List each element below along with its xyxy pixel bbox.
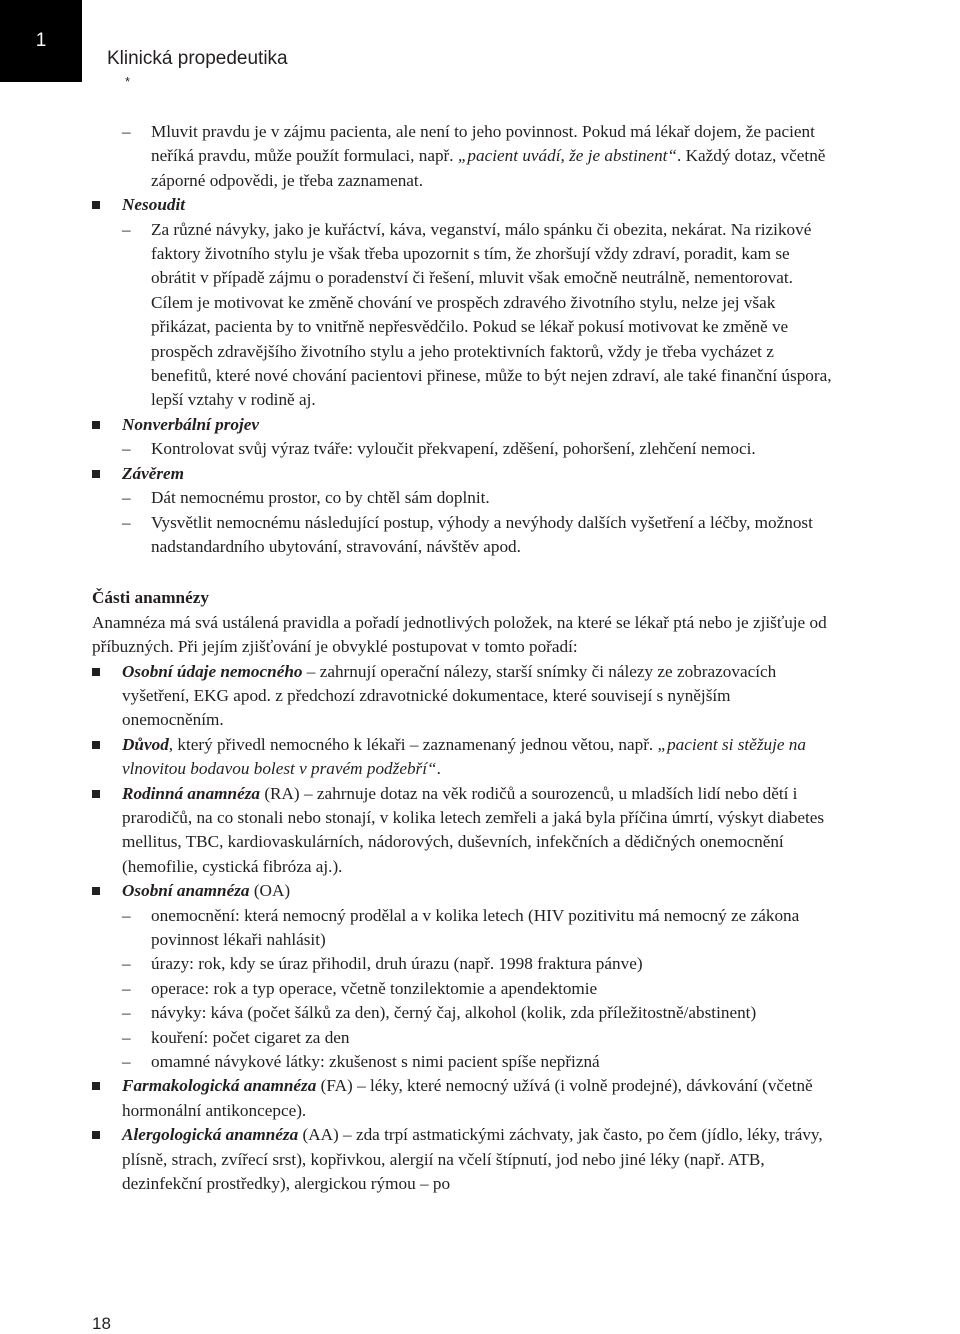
- square-bullet: [92, 201, 100, 209]
- chapter-number: 1: [35, 30, 47, 51]
- dash-bullet: –: [122, 122, 131, 141]
- square-bullet: [92, 887, 100, 895]
- square-bullet: [92, 790, 100, 798]
- square-bullet: [92, 668, 100, 676]
- page-number: 18: [92, 1314, 111, 1333]
- section-intro: Anamnéza má svá ustálená pravidla a pořadí jednotlivých položek, na které se lékař ptá nebo je zjišťuje od příbuzných. Při jejím zjišťování je obvyklé postupovat v tomto pořadí:: [92, 612, 827, 657]
- list-item: Důvod, který přivedl nemocného k lékaři – zaznamenaný jednou větou, např. „pacient si stěžuje na vlnovitou bodavou bolest v pravém podžebří“.: [92, 733, 834, 782]
- square-bullet: [92, 1131, 100, 1139]
- list-item: – omamné návykové látky: zkušenost s nimi pacient spíše nepřizná: [92, 1050, 834, 1074]
- list-item: Osobní údaje nemocného – zahrnují operační nálezy, starší snímky či nálezy ze zobrazovacích vyšetření, EKG apod. z předchozí zdravotnické dokumentace, které souvisejí s nynějším onemocněním.: [92, 660, 834, 733]
- list-item: – Dát nemocnému prostor, co by chtěl sám doplnit.: [92, 486, 834, 510]
- list-item: Alergologická anamnéza (AA) – zda trpí astmatickými záchvaty, jak často, po čem (jídlo, léky, trávy, plísně, strach, zvířecí srst), kopřivkou, alergií na včelí štípnutí, jod nebo jiné léky (např. ATB, dezinfekční prostředky), alergickou rýmou – po: [92, 1123, 834, 1196]
- list-item: – návyky: káva (počet šálků za den), černý čaj, alkohol (kolik, zda příležitostně/abstinent): [92, 1001, 834, 1025]
- chapter-number-box: [0, 0, 82, 82]
- header-mark: *: [125, 74, 131, 89]
- list-item: – Za různé návyky, jako je kuřáctví, káva, veganství, málo spánku či obezita, nekárat. Na rizikové faktory životního stylu je však třeba upozornit s tím, že zhoršují vždy zdraví, poradit, kam se obrátit v případě zájmu o poradenství či řešení, mluvit však emočně neutrálně, nementorovat. Cílem je motivovat ke změně chování ve prospěch zdravého životního stylu, nelze jej však přikázat, pacienta by to vnitřně nepřesvědčilo. Pokud se lékař pokusí motivovat ke změně ve prospěch zdravějšího životního stylu a jeho protektivních faktorů, vždy je třeba vycházet z benefitů, které nové chování pacientovi přinese, může to být nejen zdraví, ale také finanční úspora, lepší vztahy v rodině aj.: [122, 219, 832, 410]
- dash-bullet: –: [122, 512, 131, 532]
- list-item: – kouření: počet cigaret za den: [92, 1026, 834, 1050]
- dash-bullet: –: [122, 954, 131, 974]
- zaverem-heading: Závěrem: [92, 462, 834, 486]
- square-bullet: [92, 470, 100, 478]
- dash-bullet: –: [122, 978, 131, 998]
- dash-bullet: –: [122, 439, 131, 459]
- page-body: [92, 120, 834, 1196]
- dash-bullet: –: [122, 1003, 131, 1023]
- square-bullet: [92, 741, 100, 749]
- list-item: [92, 120, 834, 193]
- list-item: Farmakologická anamnéza (FA) – léky, které nemocný užívá (i volně prodejné), dávkování (včetně hormonální antikoncepce).: [92, 1074, 834, 1123]
- list-item: Rodinná anamnéza (RA) – zahrnuje dotaz na věk rodičů a sourozenců, u mladších lidí nebo dětí i prarodičů, na co stonali nebo stonají, v kolika letech zemřeli a jaká byla příčina úmrtí, výskyt diabetes mellitus, TBC, kardiovaskulárních, nádorových, duševních, infekčních a dědičných onemocnění (hemofilie, cystická fibróza aj.).: [92, 782, 834, 880]
- nonverbal-heading: Nonverbální projev: [92, 413, 834, 437]
- dash-bullet: –: [122, 905, 131, 925]
- square-bullet: [92, 1082, 100, 1090]
- list-item: – Kontrolovat svůj výraz tváře: vyloučit překvapení, zděšení, pohoršení, zlehčení nemoci.: [92, 437, 834, 461]
- list-item: Osobní anamnéza (OA): [92, 879, 834, 903]
- square-bullet: [92, 421, 100, 429]
- list-item: – Vysvětlit nemocnému následující postup, výhody a nevýhody dalších vyšetření a léčby, možnost nadstandardního ubytování, stravování, návštěv apod.: [122, 512, 813, 556]
- dash-bullet: –: [122, 219, 131, 239]
- dash-bullet: –: [122, 1052, 131, 1072]
- list-item: – úrazy: rok, kdy se úraz přihodil, druh úrazu (např. 1998 fraktura pánve): [92, 952, 834, 976]
- list-item: – operace: rok a typ operace, včetně tonzilektomie a apendektomie: [92, 977, 834, 1001]
- list-item: – onemocnění: která nemocný prodělal a v kolika letech (HIV pozitivitu má nemocný ze zákona povinnost lékaři nahlásit): [122, 905, 800, 949]
- nesoudit-heading: Nesoudit: [92, 193, 834, 217]
- dash-bullet: –: [122, 488, 131, 508]
- dash-bullet: –: [122, 1027, 131, 1047]
- section-heading: Části anamnézy: [92, 588, 209, 608]
- chapter-title: Klinická propedeutika: [107, 48, 288, 69]
- truth-text: Mluvit pravdu je v zájmu pacienta, ale není to jeho povinnost. Pokud má lékař dojem, že pacient neříká pravdu, může použít formulaci, např. „pacient uvádí, že je abstinent“. Každý dotaz, včetně záporné odpovědi, je třeba zaznamenat.: [151, 122, 826, 190]
